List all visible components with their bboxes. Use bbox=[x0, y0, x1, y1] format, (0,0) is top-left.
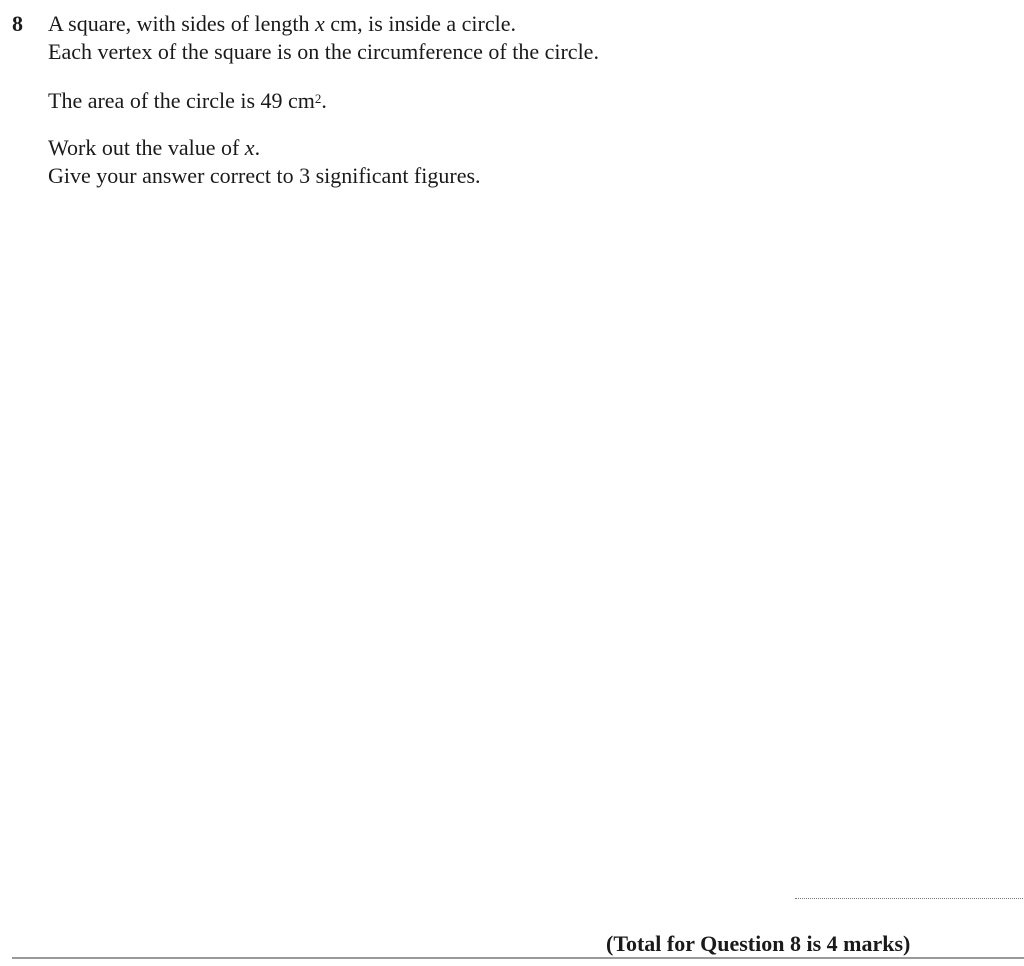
total-marks: (Total for Question 8 is 4 marks) bbox=[606, 931, 911, 956]
question-line-4 bbox=[48, 134, 260, 162]
question-number: 8 bbox=[12, 11, 23, 36]
question-line-1-before: A square, with sides of length bbox=[48, 11, 316, 36]
superscript-2: 2 bbox=[314, 91, 322, 106]
question-line-5: Give your answer correct to 3 significant figures. bbox=[48, 163, 481, 188]
question-line-4-after: . bbox=[254, 135, 261, 160]
variable-x: x bbox=[315, 11, 325, 36]
question-line-3-after: . bbox=[321, 88, 327, 113]
bottom-rule bbox=[12, 957, 1024, 959]
question-line-1 bbox=[48, 10, 516, 38]
question-line-4-before: Work out the value of bbox=[48, 135, 245, 160]
variable-x: x bbox=[244, 135, 255, 160]
question-line-2: Each vertex of the square is on the circumference of the circle. bbox=[48, 39, 599, 64]
question-line-1-after: cm, is inside a circle. bbox=[324, 11, 517, 36]
question-line-3 bbox=[48, 87, 327, 115]
answer-line[interactable] bbox=[795, 898, 1023, 899]
question-line-3-before: The area of the circle is 49 cm bbox=[48, 88, 315, 113]
